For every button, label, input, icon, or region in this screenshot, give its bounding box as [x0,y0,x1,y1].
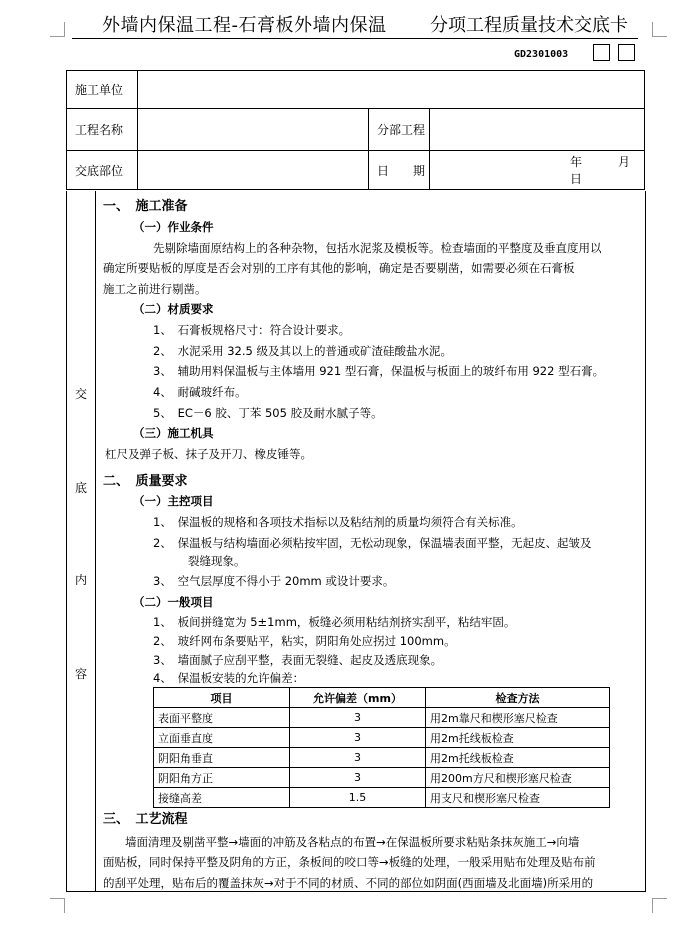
side-char-1: 交 [75,387,88,401]
subsection-materials: （二）材质要求 [133,302,214,316]
paragraph-line: 墙面清理及剔凿平整→墙面的冲筋及各粘点的布置→在保温板所要求粘贴条抹灰施工→向墙 [125,835,580,849]
table-cell: 3 [290,768,426,788]
table-header: 项目 [154,688,290,708]
table-cell: 用2m托线板检查 [426,748,610,768]
list-item: 3、 墙面腻子应刮平整，表面无裂缝、起皮及透底现象。 [153,653,443,667]
subsection-main-items: （一）主控项目 [133,494,214,508]
table-header-row [154,688,610,708]
list-item: 4、 耐碱玻纤布。 [153,385,247,399]
table-row [154,708,610,728]
table-row [154,768,610,788]
paragraph-line: 面贴板，同时保持平整及阴角的方正，条板间的咬口等→板缝的处理，一般采用贴布处理及贴布前 [103,855,596,869]
side-char-3: 内 [75,573,88,587]
list-item: 1、 板间拼缝宽为 5±1mm，板缝必须用粘结剂挤实刮平，粘结牢固。 [153,615,516,629]
paragraph-line: 确定所要贴板的厚度是否会对别的工序有其他的影响，确定是否要剔凿，如需要必须在石膏板 [103,261,575,275]
date-label: 日 期 [369,151,430,190]
table-cell: 1.5 [290,788,426,808]
table-cell: 阴阳角垂直 [154,748,290,768]
table-row [154,748,610,768]
table-cell: 用2m托线板检查 [426,728,610,748]
table-cell: 接缝高差 [154,788,290,808]
list-item: 1、 保温板的规格和各项技术指标以及粘结剂的质量均须符合有关标准。 [153,515,523,529]
location-value[interactable] [138,151,369,190]
tolerance-table [153,687,610,808]
list-item: 2、 水泥采用 32.5 级及其以上的普通或矿渣硅酸盐水泥。 [153,344,452,358]
table-cell: 3 [290,728,426,748]
title-main: 外墙内保温工程-石膏板外墙内保温 [102,15,387,36]
checkbox-1[interactable] [593,44,610,61]
section-1-heading: 一、 施工准备 [103,199,188,214]
project-label: 工程名称 [67,109,138,151]
table-cell: 立面垂直度 [154,728,290,748]
subsection-general-items: （二）一般项目 [133,595,214,609]
corner-mark-top-right [652,22,667,37]
side-char-4: 容 [75,667,88,681]
list-item: 5、 EC－6 胶、丁苯 505 胶及耐水腻子等。 [153,406,383,420]
section-2-heading: 二、 质量要求 [103,474,188,489]
table-cell: 阴阳角方正 [154,768,290,788]
sub-project-value[interactable] [430,109,645,151]
paragraph-line: 的刮平处理，贴布后的覆盖抹灰→对于不同的材质、不同的部位如阴面(西面墙及北面墙)所采用的 [103,876,594,890]
location-label: 交底部位 [67,151,138,190]
header-table [66,70,667,190]
paragraph-line: 施工之前进行剔凿。 [103,282,207,296]
list-item: 3、 辅助用料保温板与主体墙用 921 型石膏，保温板与板面上的玻纤布用 922 型石膏。 [153,364,605,378]
table-header: 检查方法 [426,688,610,708]
paragraph-line: 先剔除墙面原结构上的各种杂物，包括水泥浆及模板等。检查墙面的平整度及垂直度用以 [153,241,602,255]
title-sub: 分项工程质量技术交底卡 [430,15,628,36]
list-item: 3、 空气层厚度不得小于 20mm 或设计要求。 [153,574,395,588]
side-char-2: 底 [75,481,88,495]
project-value[interactable] [138,109,369,151]
unit-value[interactable] [138,71,645,109]
list-item: 2、 玻纤网布条要贴平，粘实，阴阳角处应拐过 100mm。 [153,634,456,648]
subsection-work-conditions: （一）作业条件 [133,220,214,234]
list-item: 2、 保温板与结构墙面必须粘按牢固，无松动现象，保温墙表面平整，无起皮、起皱及 [153,536,592,550]
table-cell: 用支尺和楔形塞尺检查 [426,788,610,808]
table-row [154,728,610,748]
content-frame [66,191,646,892]
section-3-heading: 三、 工艺流程 [103,812,188,827]
corner-mark-bottom-right [652,898,667,913]
tools-line: 杠尺及弹子板、抹子及开刀、橡皮锤等。 [105,447,312,461]
sub-project-label: 分部工程 [369,109,430,151]
document-number: GD2301003 [514,49,569,60]
date-value[interactable]: 年 月 日 [430,151,645,190]
table-header: 允许偏差（mm） [290,688,426,708]
document-title [72,14,638,39]
subsection-tools: （三）施工机具 [133,426,214,440]
list-item: 1、 石膏板规格尺寸：符合设计要求。 [153,323,351,337]
table-cell: 3 [290,748,426,768]
list-item-continued: 裂缝现象。 [188,554,246,568]
table-cell: 用200m方尺和楔形塞尺检查 [426,768,610,788]
corner-mark-top-left [50,22,65,37]
table-row [154,788,610,808]
table-cell: 用2m靠尺和楔形塞尺检查 [426,708,610,728]
table-cell: 3 [290,708,426,728]
table-cell: 表面平整度 [154,708,290,728]
corner-mark-bottom-left [50,898,65,913]
unit-label: 施工单位 [67,71,138,109]
side-label-column [67,191,96,891]
checkbox-2[interactable] [618,44,635,61]
list-item: 4、 保温板安装的允许偏差： [153,671,305,685]
